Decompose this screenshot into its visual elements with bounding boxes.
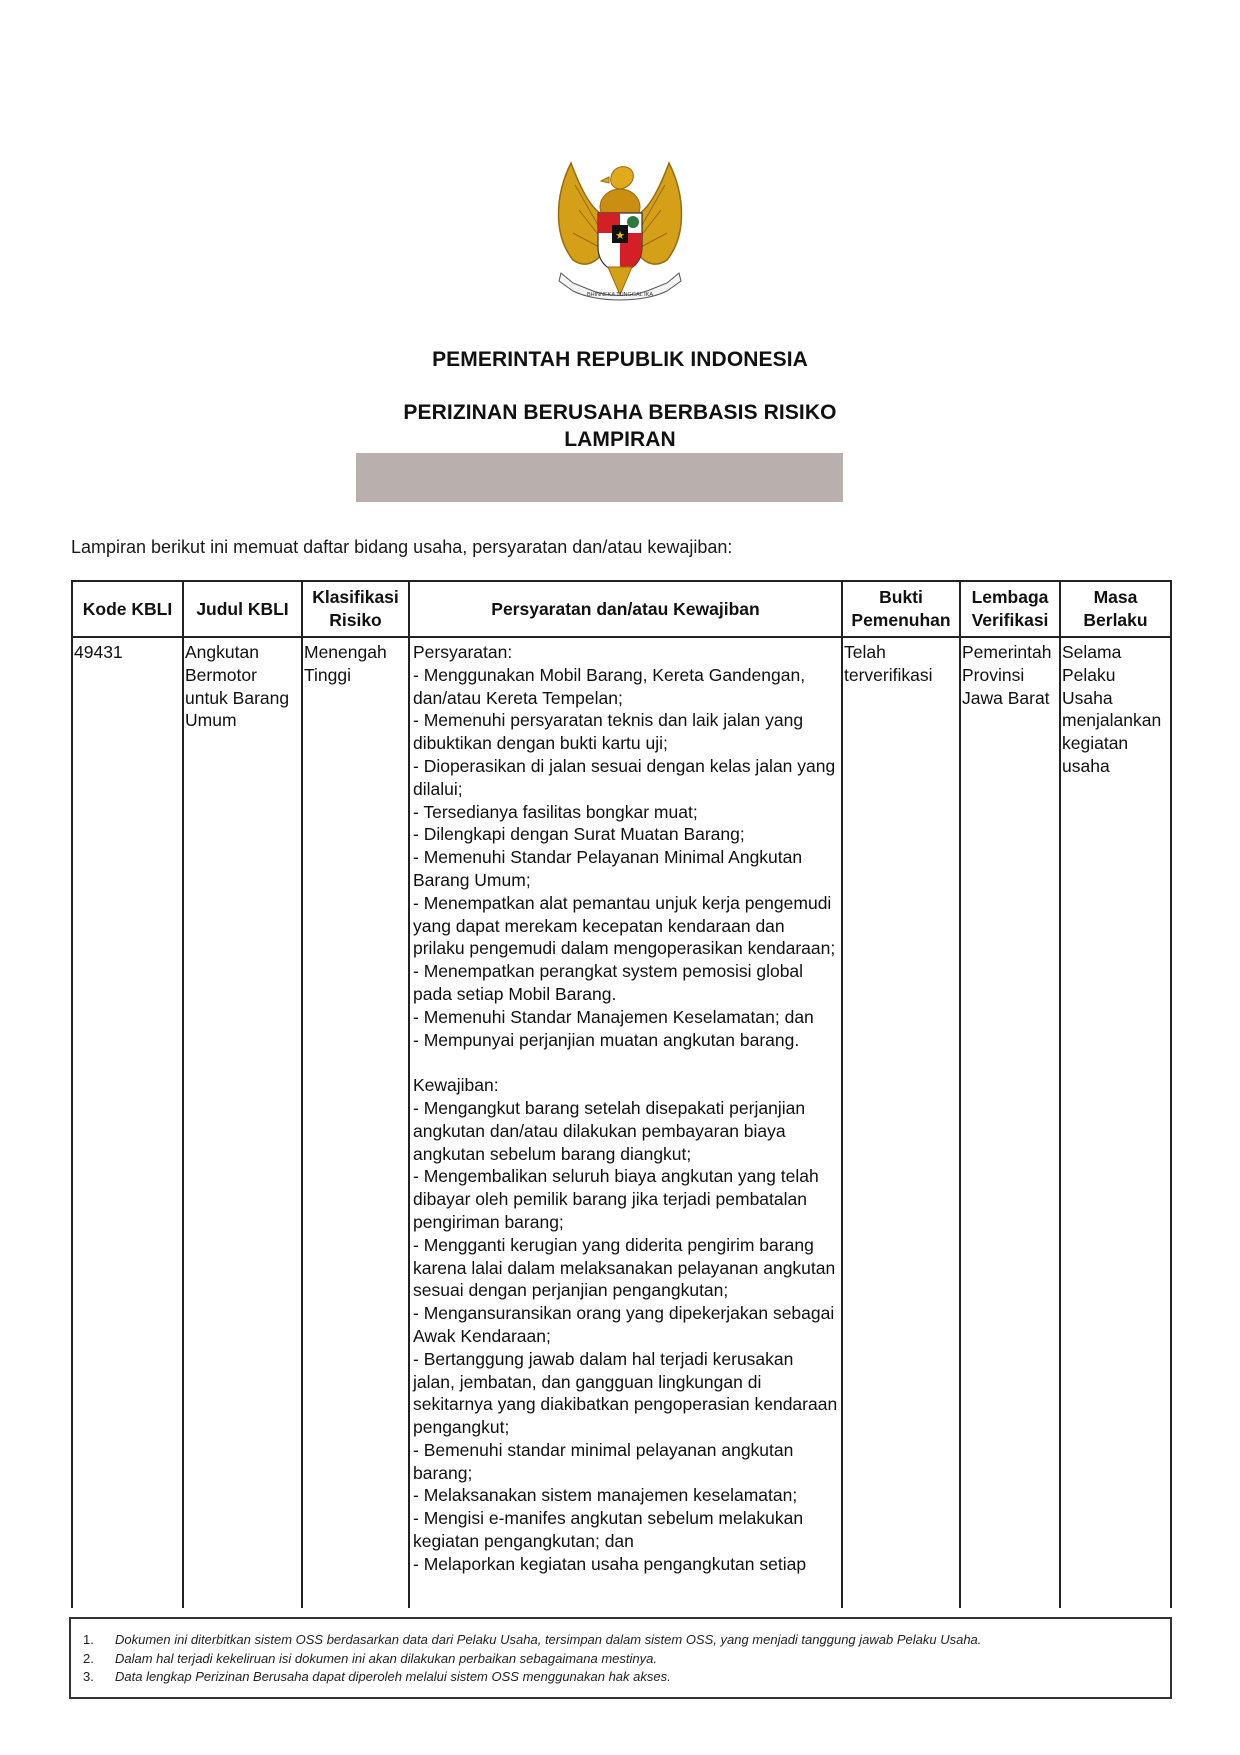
document-subtitle: LAMPIRAN <box>564 428 676 451</box>
kewajiban-item: - Mengembalikan seluruh biaya angkutan yang telah dibayar oleh pemilik barang jika terjadi pembatalan pengiriman barang; <box>413 1166 819 1232</box>
cell-judul-kbli: Angkutan Bermotor untuk Barang Umum <box>183 637 302 1608</box>
redacted-block <box>356 453 843 502</box>
note-text: Data lengkap Perizinan Berusaha dapat diperoleh melalui sistem OSS menggunakan hak akses. <box>115 1669 671 1684</box>
header-bukti-pemenuhan: Bukti Pemenuhan <box>842 581 960 637</box>
persyaratan-item: - Dilengkapi dengan Surat Muatan Barang; <box>413 824 745 845</box>
persyaratan-item: - Memenuhi Standar Pelayanan Minimal Angkutan Barang Umum; <box>413 847 803 890</box>
note-number: 3. <box>83 1669 94 1684</box>
header-persyaratan: Persyaratan dan/atau Kewajiban <box>409 581 842 637</box>
kewajiban-item: - Melaporkan kegiatan usaha pengangkutan setiap <box>413 1553 807 1574</box>
persyaratan-item: - Menempatkan perangkat system pemosisi global pada setiap Mobil Barang. <box>413 961 804 1004</box>
cell-masa-berlaku: Selama Pelaku Usaha menjalankan kegiatan usaha <box>1060 637 1171 1608</box>
footer-note <box>71 1668 1170 1687</box>
kewajiban-label: Kewajiban: <box>413 1075 499 1096</box>
note-text: Dalam hal terjadi kekeliruan isi dokumen ini akan dilakukan perbaikan sebagaimana mestinya. <box>115 1650 657 1666</box>
footer-notes <box>69 1617 1172 1699</box>
section-gap <box>413 1051 840 1074</box>
persyaratan-item: - Mempunyai perjanjian muatan angkutan barang. <box>413 1029 800 1050</box>
table-row <box>72 637 1171 1608</box>
cell-bukti-pemenuhan: Telah terverifikasi <box>842 637 960 1608</box>
kewajiban-item: - Mengisi e-manifes angkutan sebelum melakukan kegiatan pengangkutan; dan <box>413 1508 804 1552</box>
header-kode-kbli: Kode KBLI <box>72 581 183 637</box>
persyaratan-label: Persyaratan: <box>413 642 513 662</box>
header-masa-berlaku: Masa Berlaku <box>1060 581 1171 637</box>
footer-note <box>71 1631 1170 1650</box>
kewajiban-item: - Mengangkut barang setelah disepakati perjanjian angkutan dan/atau dilakukan pembayaran biaya angkutan sebelum barang diangkut; <box>413 1097 806 1164</box>
persyaratan-item: - Menggunakan Mobil Barang, Kereta Gandengan, dan/atau Kereta Tempelan; <box>413 664 806 708</box>
kewajiban-item: - Bertanggung jawab dalam hal terjadi kerusakan jalan, jembatan, dan gangguan lingkungan di sekitarnya yang diakibatkan pengoperasian kendaraan pengangkut; <box>413 1348 838 1438</box>
footer-note <box>71 1650 1170 1669</box>
cell-klasifikasi-risiko: Menengah Tinggi <box>302 637 409 1608</box>
kbli-table <box>71 580 1172 1608</box>
government-title: PEMERINTAH REPUBLIK INDONESIA <box>432 348 808 371</box>
cell-kode-kbli: 49431 <box>72 637 183 1608</box>
kewajiban-item: - Mengganti kerugian yang diderita pengirim barang karena lalai dalam melaksanakan pelayanan angkutan sesuai dengan perjanjian pengangkutan; <box>413 1234 836 1301</box>
header-judul-kbli: Judul KBLI <box>183 581 302 637</box>
persyaratan-item: - Memenuhi persyaratan teknis dan laik jalan yang dibuktikan dengan bukti kartu uji; <box>413 710 804 754</box>
persyaratan-item: - Dioperasikan di jalan sesuai dengan kelas jalan yang dilalui; <box>413 755 836 799</box>
persyaratan-item: - Memenuhi Standar Manajemen Keselamatan; dan <box>413 1006 814 1027</box>
note-number: 1. <box>83 1632 94 1647</box>
header-lembaga-verifikasi: Lembaga Verifikasi <box>960 581 1060 637</box>
persyaratan-item: - Tersedianya fasilitas bongkar muat; <box>413 801 698 822</box>
persyaratan-item: - Menempatkan alat pemantau unjuk kerja pengemudi yang dapat merekam kecepatan kendaraan dan prilaku pengemudi dalam mengoperasikan kendaraan; <box>413 892 836 959</box>
table-header-row <box>72 581 1171 637</box>
kewajiban-item: - Bemenuhi standar minimal pelayanan angkutan barang; <box>413 1439 794 1483</box>
intro-text: Lampiran berikut ini memuat daftar bidang usaha, persyaratan dan/atau kewajiban: <box>71 537 733 557</box>
cell-lembaga-verifikasi: Pemerintah Provinsi Jawa Barat <box>960 637 1060 1608</box>
note-text: Dokumen ini diterbitkan sistem OSS berdasarkan data dari Pelaku Usaha, tersimpan dalam sistem OSS, yang menjadi tanggung jawab Pelaku Usaha. <box>115 1632 982 1647</box>
header-klasifikasi-risiko: Klasifikasi Risiko <box>302 581 409 637</box>
emblem-motto: BHINNEKA TUNGGAL IKA <box>586 292 654 298</box>
note-number: 2. <box>83 1650 94 1666</box>
kewajiban-item: - Melaksanakan sistem manajemen keselamatan; <box>413 1485 798 1506</box>
cell-persyaratan-kewajiban <box>409 637 842 1608</box>
garuda-emblem-icon <box>553 155 687 307</box>
svg-text:★: ★ <box>615 230 625 242</box>
document-title: PERIZINAN BERUSAHA BERBASIS RISIKO <box>403 401 837 424</box>
garuda-emblem-logo <box>553 155 687 307</box>
kewajiban-item: - Mengansuransikan orang yang dipekerjakan sebagai Awak Kendaraan; <box>413 1303 835 1346</box>
